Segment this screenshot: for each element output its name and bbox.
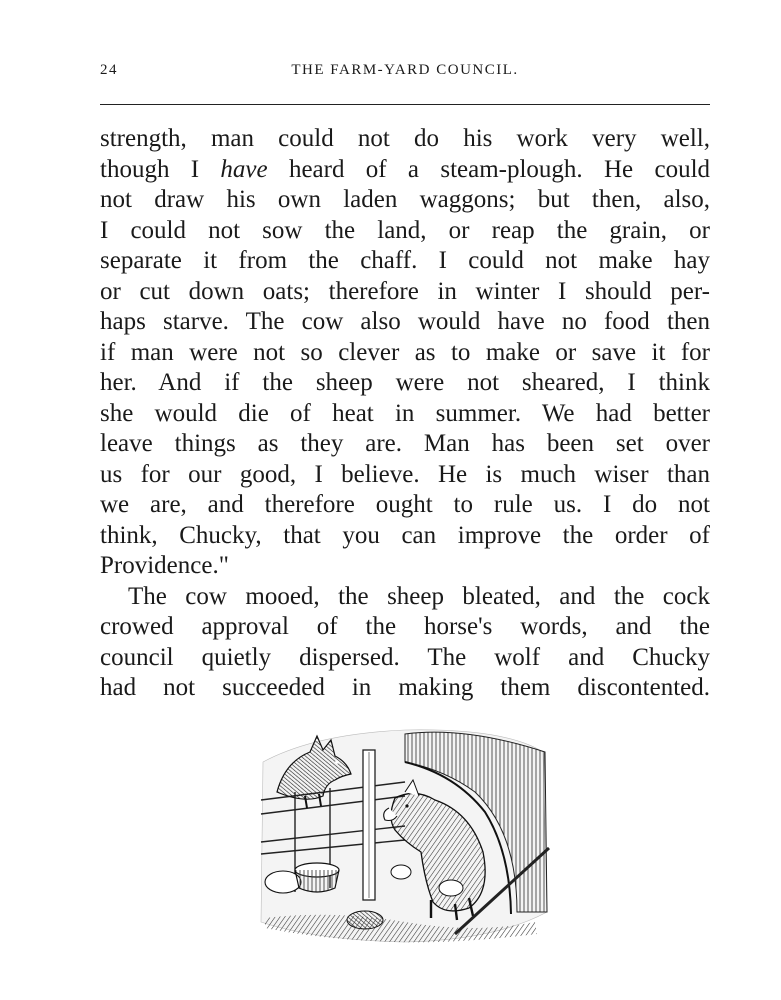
page-number: 24 xyxy=(100,62,118,78)
farmyard-illustration xyxy=(255,722,550,944)
text-line: us for our good, I believe. He is much wiser than xyxy=(100,460,710,488)
text-line: we are, and therefore ought to rule us. I do not xyxy=(100,491,710,518)
text-line: if man were not so clever as to make or save it for xyxy=(100,338,710,366)
emphasis: have xyxy=(220,155,268,183)
text-line: had not succeeded in making them discontented. xyxy=(100,674,710,701)
text-line: or cut down oats; therefore in winter I should per- xyxy=(100,277,710,305)
text-line: council quietly dispersed. The wolf and Chucky xyxy=(100,643,710,671)
text-line: Providence." xyxy=(100,552,229,579)
text-line: haps starve. The cow also would have no food then xyxy=(100,308,710,335)
running-head xyxy=(100,62,710,84)
text-line: not draw his own laden waggons; but then, also, xyxy=(100,186,710,213)
text-line: crowed approval of the horse's words, and the xyxy=(100,613,710,640)
text-line: she would die of heat in summer. We had better xyxy=(100,399,710,427)
text-line: her. And if the sheep were not sheared, I think xyxy=(100,369,710,396)
text-line: The cow mooed, the sheep bleated, and the cock xyxy=(128,582,710,610)
text-line: think, Chucky, that you can improve the order of xyxy=(100,521,710,549)
trough xyxy=(295,863,339,892)
running-title: THE FARM-YARD COUNCIL. xyxy=(291,62,519,78)
body-text xyxy=(100,124,710,704)
header-rule xyxy=(100,104,710,105)
text-line: separate it from the chaff. I could not make hay xyxy=(100,247,710,274)
text-line: though I have heard of a steam-plough. He could xyxy=(100,155,711,183)
text-line: strength, man could not do his work very well, xyxy=(100,125,710,152)
text-line: leave things as they are. Man has been set over xyxy=(100,430,710,457)
text-line: I could not sow the land, or reap the grain, or xyxy=(100,216,710,244)
